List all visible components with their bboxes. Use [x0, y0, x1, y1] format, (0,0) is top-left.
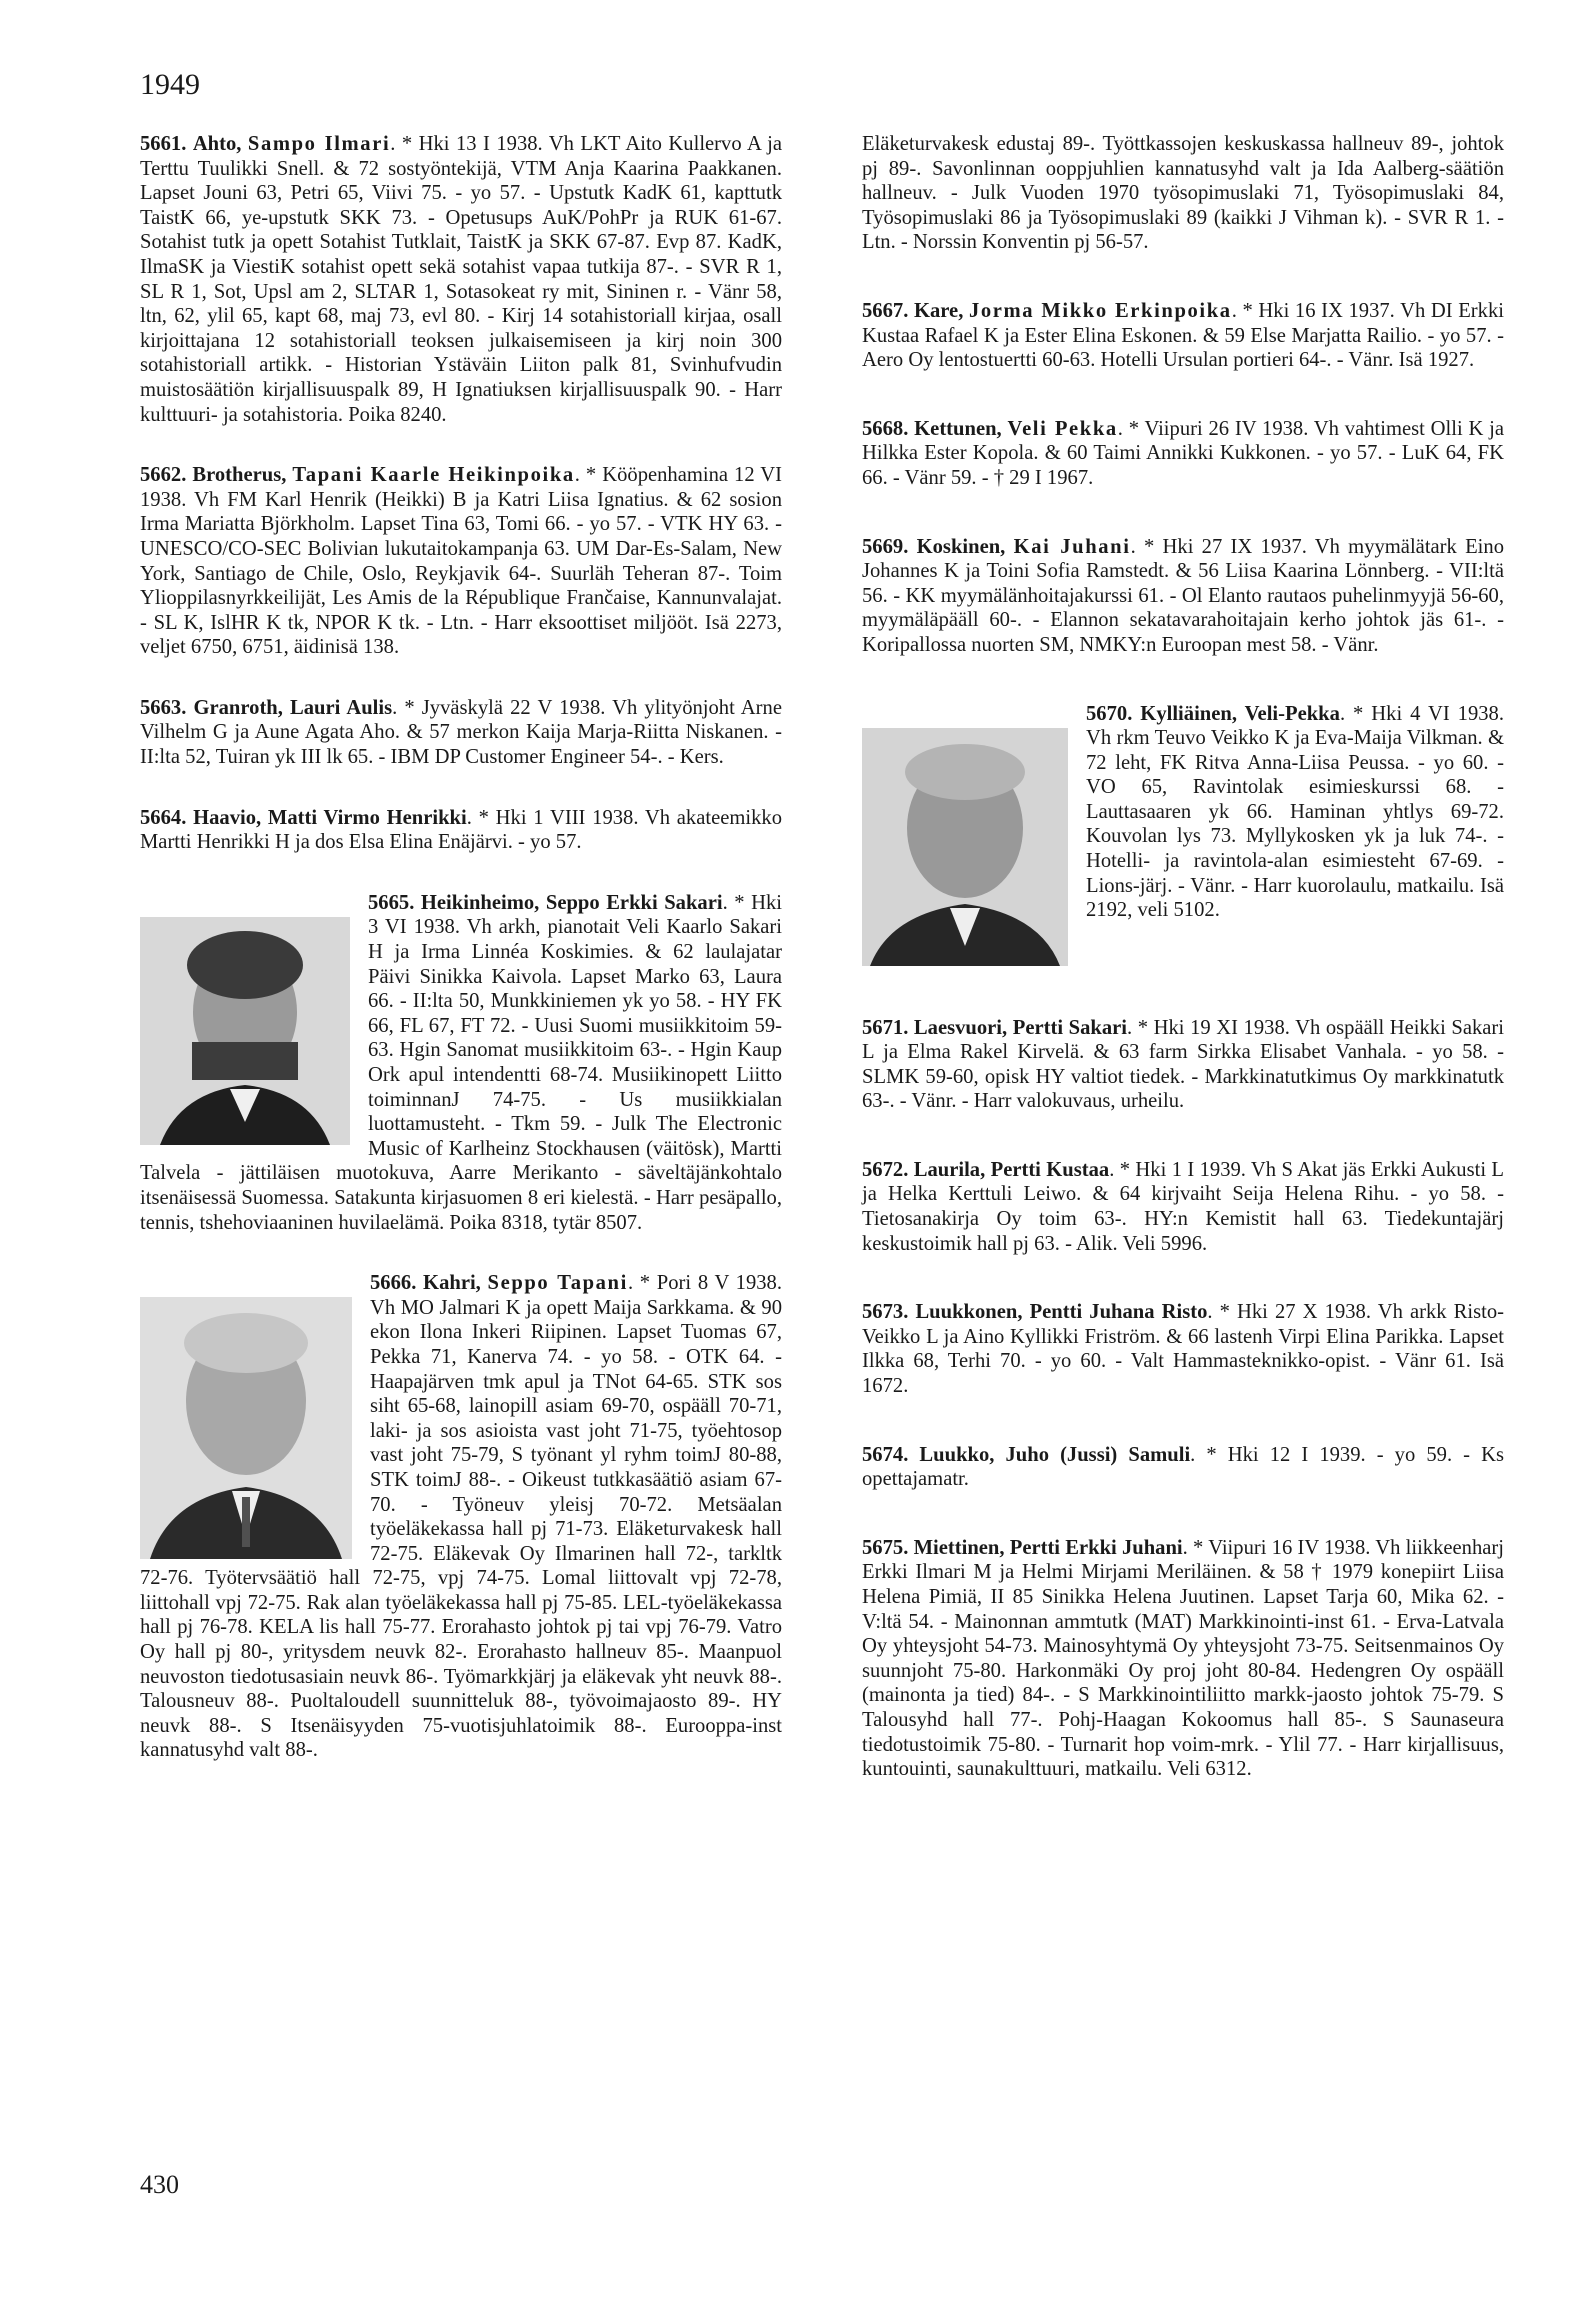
- entry-given-names: Juho (Jussi) Samuli: [1005, 1443, 1191, 1466]
- entry-text: . * Hki 1 I 1939. Vh S Akat jäs Erkki Aukusti L ja Helka Kerttuli Leiwo. & 64 kirjvaiht Seija Helena Rihu. - yo 58. - Tietosanakirja Oy toim 63-. HY:n Kemistit hall 63. Tiedekuntajärj keskustoimik hall pj 63. - Alik. Veli 5996.: [862, 1158, 1504, 1255]
- right-column: [862, 132, 1504, 1826]
- entry-number: 5663.: [140, 696, 187, 719]
- entry-text: . * Hki 16 IX 1937. Vh DI Erkki Kustaa Rafael K ja Ester Elina Eskonen. & 59 Else Marjatta Railio. - yo 57. - Aero Oy lentostuertti 60-63. Hotelli Ursulan portieri 64-. - Vänr. Isä 1927.: [862, 299, 1504, 372]
- entry-surname: Kylliäinen,: [1140, 702, 1245, 725]
- entry-surname: Kettunen,: [914, 417, 1008, 440]
- entry-5675: [862, 1536, 1504, 1782]
- entry-number: 5670.: [1086, 702, 1133, 725]
- entry-given-names: Kai Juhani: [1013, 535, 1131, 558]
- entry-5662: [140, 463, 782, 660]
- entry-text: . * Viipuri 26 IV 1938. Vh vahtimest Olli K ja Hilkka Ester Kopola. & 60 Taimi Annikki Kukkonen. - yo 57. - LuK 64, FK 66. - Vänr 59. - † 29 I 1967.: [862, 417, 1505, 489]
- entry-5672: [862, 1158, 1504, 1256]
- entry-number: 5665.: [368, 891, 415, 914]
- page-year: 1949: [140, 68, 200, 101]
- entry-given-names: Pertti Erkki Juhani: [1009, 1536, 1183, 1559]
- entry-text: . * Kööpenhamina 12 VI 1938. Vh FM Karl Henrik (Heikki) B ja Katri Liisa Ignatius. & 62 sosion Irma Mariatta Björkholm. Lapset Tina 63, Tomi 66. - yo 57. - VTK HY 63. - UNESCO/CO-SEC Bolivian lukutaitokampanja 63. UM Dar-Es-Salam, New York, Santiago de Chile, Oslo, Reykjavik 64-. Suurläh Teheran 87-. Toim Ylioppilasnyrkkeilijät, Les Amis de la République Frančaise, Kannunvalajat. - SL K, IslHR K tk, NPOR K tk. - Ltn. - Harr eksoottiset miljööt. Isä 2273, veljet 6750, 6751, äidinisä 138.: [140, 464, 782, 659]
- entry-5665: [140, 891, 782, 1235]
- entry-5673: [862, 1300, 1504, 1398]
- entry-text: . * Hki 4 VI 1938. Vh rkm Teuvo Veikko K ja Eva-Maija Vilkman. & 72 leht, FK Ritva Anna-Liisa Peussa. - yo 60. - VO 65, Ravintolak esimieskurssi 68. - Lauttasaaren yk 66. Haminan yhtlys 69-72. Kouvolan lys 73. Myllykosken yk ja luk 74-. - Hotelli- ja ravintola-alan esimiesteht 67-69. - Lions-järj. - Vänr. - Harr kuorolaulu, matkailu. Isä 2192, veli 5102.: [1086, 702, 1504, 922]
- entry-number: 5668.: [862, 417, 909, 440]
- entry-surname: Kare,: [913, 299, 969, 322]
- entry-5666-continued: Eläketurvakesk edustaj 89-. Työttkassojen keskuskassa hallneuv 89-, johtok pj 89-. Savonlinnan ooppjuhlien kannatusyhd valt ja Ida Aalberg-säätiön hallneuv. - Julk Vuoden 1970 työsopimuslaki 71, Työsopimuslaki 84, Työsopimuslaki 86 ja Työsopimuslaki 89 (kaikki J Vihman k). - SVR R 1. - Ltn. - Norssin Konventin pj 56-57.: [862, 133, 1504, 254]
- entry-5670: [862, 702, 1504, 972]
- portrait-photo-5666: [140, 1297, 352, 1559]
- entry-number: 5672.: [862, 1158, 909, 1181]
- left-column: [140, 132, 782, 1799]
- portrait-photo-5670: [862, 728, 1068, 966]
- entry-text: . * Viipuri 16 IV 1938. Vh liikkeenharj Erkki Ilmari M ja Helmi Mirjami Meriläinen. & 58 † 1979 konepiirt Liisa Helena Pimiä, II 85 Sinikka Helena Juutinen. Lapset Tarja 60, Mika 62. - V:ltä 54. - Mainonnan ammtutk (MAT) Markkinointi-inst 61. - Erva-Latvala Oy yhteysjoht 54-73. Mainosyhtymä Oy yhteysjoht 73-75. Seitsenmainos Oy suunnjoht 75-80. Harkonmäki Oy proj joht 80-84. Hedengren Oy ospääll (mainonta ja tied) 84-. - S Markkinointiliitto markk-jaosto johtok 75-79. S Talousyhd hall 77-. Pohj-Haagan Kokoomus hall 85-. S Saunaseura tiedotustoimik 75-80. - Turnarit hop voim-mrk. - Ylil 77. - Harr kirjallisuus, kuntouinti, saunakulttuuri, matkailu. Veli 6312.: [862, 1536, 1504, 1781]
- entry-5663: [140, 696, 782, 770]
- entry-5667: [862, 299, 1504, 373]
- entry-surname: Luukkonen,: [915, 1301, 1030, 1324]
- entry-text: . * Hki 13 I 1938. Vh LKT Aito Kullervo A ja Terttu Tuulikki Snell. & 72 sostyöntekijä, VTM Anja Kaarina Paakkanen. Lapset Jouni 63, Petri 65, Viivi 75. - yo 57. - Upstutk KadK 61, kapttutk TaistK 66, ye-upstutk SKK 73. - Opetusups AuK/PohPr ja RUK 61-67. Sotahist tutk ja opett Sotahist Tutklait, TaistK ja SKK 67-87. Evp 87. KadK, IlmaSK ja ViestiK sotahist opett sekä sotahist vapaa tutkija 87-. - SVR R 1, SL R 1, Sot, Upsl am 2, SLTAR 1, Sotasokeat ry mit, Sininen r. - Vänr 58, ltn, 62, ylil 65, kapt 68, maj 73, evl 80. - Kirj 14 sotahistoriall kirjaa, osall kirjoittajana 12 sotahistoriall teoksen julkaisemiseen ja kirj noin 300 sotahistoriall artikk. - Historian Ystäväin Liiton palk 81, Svinhufvudin muistosäätiön kirjallisuuspalk 89, H Ignatiuksen kirjallisuuspalk 90. - Harr kulttuuri- ja sotahistoria. Poika 8240.: [140, 133, 783, 426]
- entry-surname: Haavio,: [193, 806, 268, 829]
- entry-text: . * Hki 12 I 1939. - yo 59. - Ks opettajamatr.: [862, 1443, 1504, 1491]
- entry-given-names: Seppo Tapani: [487, 1272, 628, 1295]
- entry-text: . * Hki 27 X 1938. Vh arkk Risto-Veikko L ja Aino Kyllikki Friström. & 66 lastenh Virpi Elina Parikka. Lapset Ilkka 68, Terhi 70. - yo 60. - Valt Hammasteknikko-opist. - Vänr 61. Isä 1672.: [862, 1301, 1504, 1398]
- entry-number: 5671.: [862, 1016, 909, 1039]
- entry-surname: Laurila,: [913, 1158, 991, 1181]
- entry-5674: [862, 1443, 1504, 1492]
- entry-5664: [140, 806, 782, 855]
- entry-5661: [140, 132, 782, 427]
- entry-text: . * Hki 27 IX 1937. Vh myymälätark Eino Johannes K ja Toini Sofia Ramstedt. & 56 Liisa Kaarina Lönnberg. - VII:ltä 56. - KK myymälänhoitajakurssi 61. - Ol Elanto rautaos puhelinmyyjä 56-60, myymäläpääll 60-. - Elannon sekatavarahoitajain kerho johtok jäs 61-. - Koripallossa nuorten SM, NMKY:n Euroopan mest 58. - Vänr.: [862, 535, 1504, 656]
- entry-surname: Laesvuori,: [913, 1016, 1013, 1039]
- entry-given-names: Jorma Mikko Erkinpoika: [968, 299, 1232, 322]
- entry-given-names: Pertti Sakari: [1012, 1016, 1127, 1039]
- entry-given-names: Pentti Juhana Risto: [1029, 1301, 1208, 1324]
- entry-surname: Luukko,: [919, 1443, 1006, 1466]
- entry-given-names: Veli Pekka: [1007, 417, 1118, 440]
- entry-text: . * Pori 8 V 1938. Vh MO Jalmari K ja opett Maija Sarkkama. & 90 ekon Ilona Inkeri Riipinen. Lapset Tuomas 67, Pekka 71, Kanerva 74. - yo 58. - OTK 64. - Haapajärven tmk apul ja TNot 64-65. STK sos siht 65-68, lainopill asiam 69-70, ospääll 70-71, laki- ja sos asioista vast joht 71-75, työehtosop vast joht 75-79, S työnant yl ryhm toimJ 80-88, STK toimJ 88-. - Oikeust tutkkasäätiö asiam 67-70. - Työneuv yleisj 70-72. Metsäalan työeläkekassa hall pj 71-73. Eläketurvakesk hall 72-75. Eläkevak Oy Ilmarinen hall 72-, tarkltk 72-76. Työtervsäätiö hall 72-75, vpj 74-75. Lomal liittovalt vpj 72-78, liittohall vpj 72-75. Rak alan työeläkekassa hall pj 75-85. LEL-työeläkekassa hall pj 76-78. KELA lis hall 75-77. Erorahasto johtok pj tai vpj 76-79. Vatro Oy hall pj 80-, yritysdem neuvk 82-. Erorahasto hallneuv 85-. Maanpuol neuvoston tiedotusasiain neuvk 86-. Työmarkkjärj ja eläkevak yht neuvk 88-. Talousneuv 88-. Puoltaloudell suunnitteluk 88-, työvoimajaosto 89-. HY neuvk 88-. S Itsenäisyyden 75-vuotisjuhlatoimik 88-. Eurooppa-inst kannatusyhd valt 88-.: [140, 1272, 782, 1762]
- entry-surname: Kahri,: [423, 1272, 488, 1295]
- entry-number: 5673.: [862, 1301, 909, 1324]
- portrait-photo-5665: [140, 917, 350, 1145]
- entry-text: . * Hki 19 XI 1938. Vh ospääll Heikki Sakari L ja Elma Rakel Kirvelä. & 63 farm Sirkka Elisabet Vanhala. - yo 58. - SLMK 59-60, opisk HY valtiot tiedek. - Markkinatutkimus Oy markkinatutk 63-. - Vänr. - Harr valokuvaus, urheilu.: [862, 1016, 1504, 1113]
- entry-given-names: Veli-Pekka: [1244, 702, 1340, 725]
- entry-text: . * Hki 1 VIII 1938. Vh akateemikko Martti Henrikki H ja dos Elsa Elina Enäjärvi. - yo 57.: [140, 806, 782, 854]
- entry-number: 5666.: [370, 1272, 417, 1295]
- entry-given-names: Tapani Kaarle Heikinpoika: [292, 464, 575, 487]
- entry-text: . * Jyväskylä 22 V 1938. Vh ylityönjoht Arne Vilhelm G ja Aune Agata Aho. & 57 merkon Kaija Marja-Riitta Niskanen. - II:lta 52, Tuiran yk III lk 65. - IBM DP Customer Engineer 54-. - Kers.: [140, 696, 782, 769]
- entry-5668: [862, 417, 1504, 491]
- entry-5666: [140, 1271, 782, 1763]
- entry-surname: Koskinen,: [916, 535, 1014, 558]
- entry-number: 5664.: [140, 806, 187, 829]
- entry-surname: Brotherus,: [192, 464, 293, 487]
- entry-number: 5661.: [140, 133, 187, 155]
- entry-number: 5675.: [862, 1536, 909, 1559]
- entry-number: 5662.: [140, 464, 187, 487]
- entry-number: 5667.: [862, 299, 909, 322]
- entry-surname: Miettinen,: [913, 1536, 1010, 1559]
- entry-number: 5669.: [862, 535, 909, 558]
- entry-given-names: Pertti Kustaa: [990, 1158, 1110, 1181]
- entry-5671: [862, 1016, 1504, 1114]
- entry-given-names: Seppo Erkki Sakari: [545, 891, 723, 914]
- page-number: 430: [140, 2170, 179, 2199]
- entry-given-names: Lauri Aulis: [290, 696, 393, 719]
- entry-text: . * Hki 3 VI 1938. Vh arkh, pianotait Veli Kaarlo Sakari H ja Irma Linnéa Koskimies. & 62 laulajatar Päivi Sinikka Kaivola. Lapset Marko 63, Laura 66. - II:lta 50, Munkkiniemen yk yo 58. - HY FK 66, FL 67, FT 72. - Uusi Suomi musiikkitoim 59-63. Hgin Sanomat musiikkitoim 63-. - Hgin Kaup Ork apul intendentti 68-74. Musiikinopett Liitto toiminnanJ 74-75. - Us musiikkialan luottamusteht. - Tkm 59. - Julk The Electronic Music of Karlheinz Stockhausen (väitösk), Martti Talvela - jättiläisen muotokuva, Aarre Merikanto - säveltäjänkohtalo itsenäisessä Suomessa. Satakunta kirjasuomen 8 eri kielestä. - Harr pesäpallo, tennis, tshehoviaaninen huvilaelämä. Poika 8318, tytär 8507.: [140, 891, 782, 1234]
- entry-surname: Heikinheimo,: [420, 891, 546, 914]
- entry-given-names: Matti Virmo Henrikki: [267, 806, 467, 829]
- entry-5669: [862, 535, 1504, 658]
- entry-surname: Granroth,: [193, 696, 291, 719]
- entry-surname: Ahto,: [192, 133, 248, 155]
- entry-given-names: Sampo Ilmari: [247, 133, 391, 155]
- entry-number: 5674.: [862, 1443, 909, 1466]
